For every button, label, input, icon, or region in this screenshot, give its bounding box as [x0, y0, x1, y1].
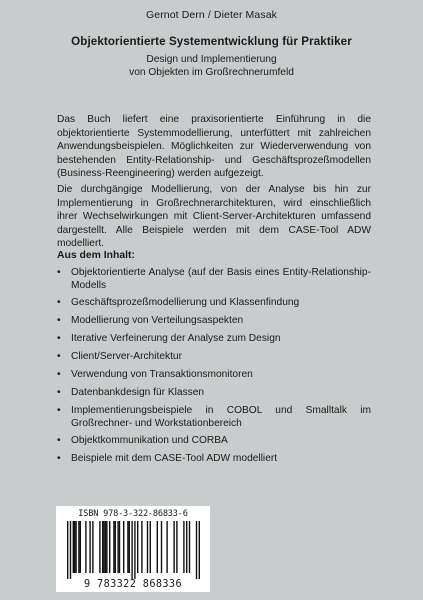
list-item: [57, 386, 371, 399]
list-item-text: Datenbankdesign für Klassen: [71, 386, 205, 398]
list-item-text: Iterative Verfeinerung der Analyse zum Design: [71, 333, 281, 345]
barcode-bar: [134, 521, 135, 579]
barcode-bar: [196, 521, 197, 579]
barcode-bar: [137, 521, 138, 573]
barcode-bar: [157, 521, 158, 573]
barcode-bar: [183, 521, 184, 573]
barcode-bar: [150, 521, 151, 573]
bullet-icon: •: [57, 351, 61, 363]
bullet-icon: •: [57, 386, 61, 398]
barcode-bar: [199, 521, 200, 579]
bullet-icon: •: [57, 297, 61, 309]
barcode-bar: [117, 521, 118, 573]
list-item-text: Beispiele mit dem CASE-Tool ADW modelliert: [71, 453, 278, 465]
contents-list: [57, 266, 371, 470]
barcode-bar: [115, 521, 116, 573]
list-item-text: Verwendung von Transaktionsmonitoren: [71, 368, 253, 380]
list-item: [57, 368, 371, 381]
barcode-icon: [64, 521, 202, 579]
bullet-icon: •: [57, 368, 61, 380]
barcode-bar: [92, 521, 93, 573]
barcode-bar: [74, 521, 75, 573]
barcode-bar: [189, 521, 190, 573]
list-item: [57, 350, 371, 363]
authors: Gernot Dern / Dieter Masak: [146, 9, 277, 21]
bullet-icon: •: [57, 267, 61, 278]
bullet-icon: •: [57, 333, 61, 345]
barcode-bar: [70, 521, 71, 579]
barcode-bar: [131, 521, 132, 579]
contents-heading: Aus dem Inhalt:: [57, 250, 135, 261]
list-item: [57, 404, 371, 430]
barcode-bar: [109, 521, 110, 573]
barcode-bar: [129, 521, 130, 573]
bullet-icon: •: [57, 435, 61, 447]
list-item-text: Modellierung von Verteilungsaspekten: [71, 315, 244, 327]
isbn-label: ISBN 978-3-322-86833-6: [78, 509, 188, 519]
list-item-text: Client/Server-Architektur: [71, 351, 182, 363]
list-item-text: Objektkommunikation und CORBA: [71, 435, 228, 447]
isbn-barcode: [56, 506, 210, 592]
barcode-bar: [147, 521, 148, 573]
barcode-bar: [113, 521, 114, 573]
list-item-text: Geschäftsprozeßmodellierung und Klassenfindung: [71, 297, 300, 309]
barcode-bar: [85, 521, 86, 573]
subtitle-line-1: Design und Implementierung: [146, 54, 277, 65]
barcode-bar: [176, 521, 177, 573]
barcode-bar: [161, 521, 162, 573]
list-item: [57, 314, 371, 327]
bullet-icon: •: [57, 404, 61, 416]
barcode-bar: [127, 521, 128, 573]
subtitle-line-2: von Objekten im Großrechnerumfeld: [129, 67, 294, 78]
barcode-bar: [141, 521, 142, 573]
barcode-bar: [105, 521, 106, 573]
barcode-bar: [89, 521, 90, 573]
description-paragraph-1: Das Buch liefert eine praxisorientierte Einführung in die objektorientierte Systemmodellierung, unterfüttert mit zahlreichen Anwendungsbeispielen. Möglichkeiten zur Wiederverwendung von bestehenden Entity-Relationship- und Geschäftsprozeßmodellen (Business-Reengineering) werden aufgezeigt.: [57, 114, 371, 180]
barcode-bar: [123, 521, 124, 573]
barcode-bar: [75, 521, 76, 573]
book-title: Objektorientierte Systementwicklung für Praktiker: [71, 35, 352, 48]
list-item-text: Objektorientierte Analyse (auf der Basis eines Entity-Relationship-Modells: [71, 267, 371, 292]
barcode-digits: 9 783322 868336: [83, 579, 182, 590]
list-item: [57, 266, 371, 292]
barcode-bar: [103, 521, 104, 573]
barcode-bar: [73, 521, 74, 573]
barcode-bar: [67, 521, 68, 579]
barcode-bar: [119, 521, 120, 573]
bullet-icon: •: [57, 315, 61, 327]
list-item: [57, 296, 371, 309]
list-item: [57, 332, 371, 345]
list-item: [57, 452, 371, 465]
barcode-bar: [102, 521, 103, 573]
bullet-icon: •: [57, 453, 61, 465]
list-item-text: Implementierungsbeispiele in COBOL und Smalltalk im Großrechner- und Workstationbereich: [71, 404, 371, 429]
barcode-bar: [99, 521, 100, 573]
barcode-bar: [173, 521, 174, 573]
description-paragraph-2: Die durchgängige Modellierung, von der Analyse bis hin zur Implementierung in Großrechnerarchitekturen, wird einschließlich ihrer Wechselwirkungen mit Client-Server-Architekturen umfassend dargestellt. Alle Beispiele werden mit dem CASE-Tool ADW modelliert.: [57, 184, 371, 250]
barcode-bar: [78, 521, 79, 573]
barcode-bar: [80, 521, 81, 573]
list-item: [57, 434, 371, 447]
barcode-bar: [106, 521, 107, 573]
barcode-bar: [186, 521, 187, 573]
barcode-bar: [166, 521, 167, 573]
book-subtitle: [0, 53, 423, 79]
